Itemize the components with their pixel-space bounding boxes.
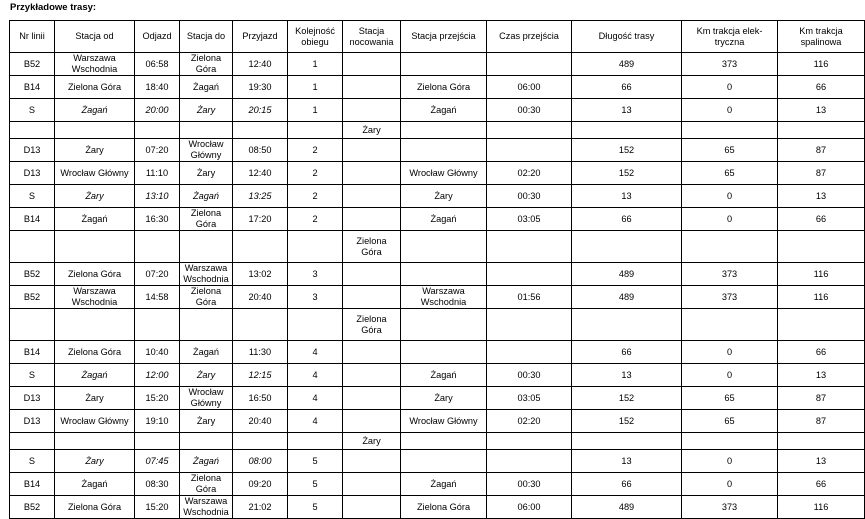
table-cell: 07:20 xyxy=(135,263,180,286)
table-cell: 489 xyxy=(572,53,682,76)
table-cell: Zielona Góra xyxy=(180,473,233,496)
table-cell: B14 xyxy=(10,76,55,99)
table-cell: 0 xyxy=(682,473,778,496)
table-cell: 18:40 xyxy=(135,76,180,99)
table-cell: Wrocław Główny xyxy=(180,387,233,410)
table-cell xyxy=(343,496,401,519)
table-cell: 12:15 xyxy=(233,364,288,387)
table-cell: 373 xyxy=(682,286,778,309)
table-cell: 65 xyxy=(682,410,778,433)
empty-cell xyxy=(233,122,288,139)
empty-cell xyxy=(572,231,682,263)
table-cell: Żary xyxy=(55,450,135,473)
table-cell: 2 xyxy=(288,139,343,162)
table-cell: 5 xyxy=(288,496,343,519)
overnight-station: Zielona Góra xyxy=(343,231,401,263)
empty-cell xyxy=(288,433,343,450)
table-cell: S xyxy=(10,99,55,122)
table-cell: 17:20 xyxy=(233,208,288,231)
table-cell: 5 xyxy=(288,473,343,496)
table-cell xyxy=(343,387,401,410)
overnight-separator-row xyxy=(10,309,865,341)
table-cell: 07:45 xyxy=(135,450,180,473)
column-header: Odjazd xyxy=(135,21,180,53)
table-cell: 65 xyxy=(682,162,778,185)
empty-cell xyxy=(487,122,572,139)
empty-cell xyxy=(401,433,487,450)
table-cell: 87 xyxy=(778,139,865,162)
table-cell: 12:00 xyxy=(135,364,180,387)
column-header: Nr linii xyxy=(10,21,55,53)
table-row xyxy=(10,99,865,122)
empty-cell xyxy=(682,433,778,450)
table-cell: 4 xyxy=(288,364,343,387)
empty-cell xyxy=(682,231,778,263)
table-cell: 06:00 xyxy=(487,496,572,519)
table-cell: 373 xyxy=(682,53,778,76)
table-cell: 2 xyxy=(288,185,343,208)
empty-cell xyxy=(572,433,682,450)
table-cell: 87 xyxy=(778,162,865,185)
table-row xyxy=(10,473,865,496)
table-cell: Zielona Góra xyxy=(55,496,135,519)
table-cell: 0 xyxy=(682,364,778,387)
table-cell: 13:10 xyxy=(135,185,180,208)
table-cell: 12:40 xyxy=(233,53,288,76)
table-cell: 13 xyxy=(778,185,865,208)
table-cell: B52 xyxy=(10,286,55,309)
table-cell: Wrocław Główny xyxy=(401,410,487,433)
table-cell: Żagań xyxy=(55,208,135,231)
table-cell: Zielona Góra xyxy=(55,76,135,99)
table-cell: 19:10 xyxy=(135,410,180,433)
table-cell: 15:20 xyxy=(135,387,180,410)
table-cell xyxy=(343,450,401,473)
empty-cell xyxy=(55,433,135,450)
table-cell: 116 xyxy=(778,263,865,286)
empty-cell xyxy=(135,122,180,139)
table-cell xyxy=(343,53,401,76)
table-cell xyxy=(401,263,487,286)
table-cell xyxy=(343,139,401,162)
empty-cell xyxy=(180,433,233,450)
table-cell: B14 xyxy=(10,208,55,231)
empty-cell xyxy=(572,122,682,139)
table-cell: Wrocław Główny xyxy=(55,410,135,433)
table-cell: 4 xyxy=(288,341,343,364)
table-cell xyxy=(487,263,572,286)
table-cell xyxy=(343,162,401,185)
table-cell: 00:30 xyxy=(487,99,572,122)
empty-cell xyxy=(682,309,778,341)
table-cell: Żary xyxy=(55,185,135,208)
empty-cell xyxy=(288,309,343,341)
empty-cell xyxy=(682,122,778,139)
empty-cell xyxy=(487,231,572,263)
table-cell: 66 xyxy=(778,473,865,496)
table-cell: 0 xyxy=(682,99,778,122)
table-cell: 00:30 xyxy=(487,185,572,208)
table-cell xyxy=(343,341,401,364)
table-cell: 373 xyxy=(682,263,778,286)
table-cell xyxy=(487,450,572,473)
table-cell xyxy=(487,53,572,76)
table-cell: 65 xyxy=(682,387,778,410)
table-cell: Żagań xyxy=(180,450,233,473)
table-row xyxy=(10,53,865,76)
table-cell: S xyxy=(10,185,55,208)
empty-cell xyxy=(180,231,233,263)
empty-cell xyxy=(135,309,180,341)
table-cell: Zielona Góra xyxy=(55,263,135,286)
empty-cell xyxy=(487,433,572,450)
table-cell: Żagań xyxy=(55,364,135,387)
table-cell: 66 xyxy=(572,473,682,496)
table-cell: 66 xyxy=(778,76,865,99)
table-cell xyxy=(343,473,401,496)
empty-cell xyxy=(55,231,135,263)
table-cell: 13:25 xyxy=(233,185,288,208)
table-cell xyxy=(487,341,572,364)
table-row xyxy=(10,185,865,208)
table-cell: 152 xyxy=(572,162,682,185)
table-cell xyxy=(401,450,487,473)
table-cell: 3 xyxy=(288,286,343,309)
table-cell: 66 xyxy=(778,208,865,231)
table-cell: Żagań xyxy=(55,473,135,496)
column-header: Km trakcja elek-tryczna xyxy=(682,21,778,53)
table-cell: 0 xyxy=(682,341,778,364)
table-cell: 07:20 xyxy=(135,139,180,162)
table-cell: 00:30 xyxy=(487,364,572,387)
table-cell: 16:30 xyxy=(135,208,180,231)
column-header: Przyjazd xyxy=(233,21,288,53)
table-cell: D13 xyxy=(10,162,55,185)
table-cell: 01:56 xyxy=(487,286,572,309)
table-row xyxy=(10,139,865,162)
table-cell: Żagań xyxy=(55,99,135,122)
table-cell xyxy=(343,99,401,122)
table-row xyxy=(10,286,865,309)
column-header: Stacja nocowania xyxy=(343,21,401,53)
table-cell: 4 xyxy=(288,387,343,410)
empty-cell xyxy=(572,309,682,341)
table-cell: 66 xyxy=(572,76,682,99)
table-cell: Zielona Góra xyxy=(401,496,487,519)
table-cell: D13 xyxy=(10,139,55,162)
table-cell: Żagań xyxy=(180,76,233,99)
table-cell: 87 xyxy=(778,410,865,433)
table-cell: 66 xyxy=(572,341,682,364)
column-header: Stacja do xyxy=(180,21,233,53)
empty-cell xyxy=(487,309,572,341)
table-cell: Wrocław Główny xyxy=(401,162,487,185)
table-cell xyxy=(487,139,572,162)
table-cell: 1 xyxy=(288,53,343,76)
empty-cell xyxy=(10,309,55,341)
empty-cell xyxy=(55,122,135,139)
table-header-row xyxy=(10,21,865,53)
table-cell: 13 xyxy=(572,185,682,208)
table-row xyxy=(10,410,865,433)
table-cell xyxy=(343,76,401,99)
table-cell: 16:50 xyxy=(233,387,288,410)
table-row xyxy=(10,76,865,99)
table-cell: 08:30 xyxy=(135,473,180,496)
empty-cell xyxy=(135,231,180,263)
table-cell: Żary xyxy=(180,410,233,433)
table-cell: 1 xyxy=(288,99,343,122)
empty-cell xyxy=(401,122,487,139)
table-cell: 3 xyxy=(288,263,343,286)
table-row xyxy=(10,450,865,473)
empty-cell xyxy=(10,122,55,139)
table-row xyxy=(10,341,865,364)
table-cell: 02:20 xyxy=(487,410,572,433)
table-cell: Wrocław Główny xyxy=(180,139,233,162)
empty-cell xyxy=(233,231,288,263)
table-cell xyxy=(343,410,401,433)
table-cell xyxy=(343,286,401,309)
table-cell: 373 xyxy=(682,496,778,519)
table-cell: 10:40 xyxy=(135,341,180,364)
table-cell: 21:02 xyxy=(233,496,288,519)
routes-table xyxy=(9,20,865,519)
table-cell: 03:05 xyxy=(487,208,572,231)
table-cell: 489 xyxy=(572,263,682,286)
empty-cell xyxy=(180,309,233,341)
table-cell: Zielona Góra xyxy=(180,286,233,309)
table-cell: 116 xyxy=(778,286,865,309)
table-cell: 14:58 xyxy=(135,286,180,309)
empty-cell xyxy=(55,309,135,341)
table-cell: Warszawa Wschodnia xyxy=(180,496,233,519)
table-cell: 13:02 xyxy=(233,263,288,286)
empty-cell xyxy=(180,122,233,139)
table-row xyxy=(10,387,865,410)
table-cell: 20:15 xyxy=(233,99,288,122)
overnight-station: Żary xyxy=(343,122,401,139)
table-cell: 08:50 xyxy=(233,139,288,162)
table-cell: 489 xyxy=(572,286,682,309)
column-header: Czas przejścia xyxy=(487,21,572,53)
table-cell: 116 xyxy=(778,496,865,519)
table-cell: Żary xyxy=(55,139,135,162)
table-cell: Żagań xyxy=(401,364,487,387)
table-cell: 20:00 xyxy=(135,99,180,122)
table-cell: 0 xyxy=(682,185,778,208)
table-cell: Warszawa Wschodnia xyxy=(180,263,233,286)
table-cell: Zielona Góra xyxy=(180,53,233,76)
table-cell: D13 xyxy=(10,410,55,433)
table-cell xyxy=(343,208,401,231)
overnight-separator-row xyxy=(10,433,865,450)
table-body xyxy=(10,53,865,519)
table-cell: B52 xyxy=(10,53,55,76)
table-cell: 2 xyxy=(288,162,343,185)
table-cell: 13 xyxy=(778,450,865,473)
overnight-separator-row xyxy=(10,231,865,263)
empty-cell xyxy=(10,433,55,450)
table-cell: 66 xyxy=(778,341,865,364)
table-row xyxy=(10,162,865,185)
table-cell: Żary xyxy=(180,162,233,185)
table-cell: B52 xyxy=(10,496,55,519)
table-cell: Żary xyxy=(401,387,487,410)
table-cell: 152 xyxy=(572,139,682,162)
table-cell: S xyxy=(10,364,55,387)
empty-cell xyxy=(401,309,487,341)
table-cell: Zielona Góra xyxy=(401,76,487,99)
table-cell: Warszawa Wschodnia xyxy=(401,286,487,309)
empty-cell xyxy=(778,309,865,341)
table-cell: 0 xyxy=(682,76,778,99)
empty-cell xyxy=(778,122,865,139)
table-cell: 20:40 xyxy=(233,286,288,309)
table-cell: D13 xyxy=(10,387,55,410)
table-cell: 87 xyxy=(778,387,865,410)
table-cell: 11:10 xyxy=(135,162,180,185)
table-cell: 08:00 xyxy=(233,450,288,473)
table-cell: 5 xyxy=(288,450,343,473)
table-cell: 116 xyxy=(778,53,865,76)
page-title: Przykładowe trasy: xyxy=(10,2,97,13)
table-cell: Żagań xyxy=(180,185,233,208)
empty-cell xyxy=(233,433,288,450)
table-cell: 13 xyxy=(572,450,682,473)
table-cell: Żary xyxy=(401,185,487,208)
table-cell xyxy=(401,53,487,76)
table-cell: Żagań xyxy=(180,341,233,364)
table-cell: 06:58 xyxy=(135,53,180,76)
overnight-station: Zielona Góra xyxy=(343,309,401,341)
table-cell: 11:30 xyxy=(233,341,288,364)
table-cell: Żagań xyxy=(401,473,487,496)
table-cell: S xyxy=(10,450,55,473)
table-cell: 13 xyxy=(778,364,865,387)
table-row xyxy=(10,364,865,387)
column-header: Długość trasy xyxy=(572,21,682,53)
table-cell: 15:20 xyxy=(135,496,180,519)
empty-cell xyxy=(401,231,487,263)
table-cell xyxy=(401,139,487,162)
table-cell: 12:40 xyxy=(233,162,288,185)
column-header: Stacja przejścia xyxy=(401,21,487,53)
column-header: Km trakcja spalinowa xyxy=(778,21,865,53)
table-cell: 06:00 xyxy=(487,76,572,99)
table-cell xyxy=(343,185,401,208)
table-cell: 02:20 xyxy=(487,162,572,185)
table-cell: Żagań xyxy=(401,208,487,231)
table-row xyxy=(10,263,865,286)
empty-cell xyxy=(288,122,343,139)
empty-cell xyxy=(233,309,288,341)
table-cell: Zielona Góra xyxy=(55,341,135,364)
table-cell: 0 xyxy=(682,450,778,473)
table-cell: Zielona Góra xyxy=(180,208,233,231)
table-cell: B14 xyxy=(10,341,55,364)
table-cell: 00:30 xyxy=(487,473,572,496)
table-cell: 0 xyxy=(682,208,778,231)
overnight-separator-row xyxy=(10,122,865,139)
table-cell: 03:05 xyxy=(487,387,572,410)
empty-cell xyxy=(778,231,865,263)
column-header: Kolejność obiegu xyxy=(288,21,343,53)
table-cell: 13 xyxy=(572,364,682,387)
table-row xyxy=(10,208,865,231)
empty-cell xyxy=(135,433,180,450)
table-cell: 4 xyxy=(288,410,343,433)
table-cell: 489 xyxy=(572,496,682,519)
table-cell: B52 xyxy=(10,263,55,286)
table-cell xyxy=(343,263,401,286)
table-cell: 1 xyxy=(288,76,343,99)
table-cell: B14 xyxy=(10,473,55,496)
overnight-station: Żary xyxy=(343,433,401,450)
table-cell: 2 xyxy=(288,208,343,231)
table-cell: 20:40 xyxy=(233,410,288,433)
table-cell: Żagań xyxy=(401,99,487,122)
table-cell: Wrocław Główny xyxy=(55,162,135,185)
table-cell: Żary xyxy=(180,99,233,122)
table-cell: 09:20 xyxy=(233,473,288,496)
empty-cell xyxy=(10,231,55,263)
empty-cell xyxy=(778,433,865,450)
table-cell: 19:30 xyxy=(233,76,288,99)
table-cell: Warszawa Wschodnia xyxy=(55,53,135,76)
table-cell: Żary xyxy=(55,387,135,410)
table-cell xyxy=(343,364,401,387)
table-cell: 152 xyxy=(572,410,682,433)
table-cell: 13 xyxy=(572,99,682,122)
table-cell: Żary xyxy=(180,364,233,387)
table-cell: 152 xyxy=(572,387,682,410)
table-cell: 13 xyxy=(778,99,865,122)
table-row xyxy=(10,496,865,519)
table-cell xyxy=(401,341,487,364)
table-cell: 65 xyxy=(682,139,778,162)
empty-cell xyxy=(288,231,343,263)
table-cell: 66 xyxy=(572,208,682,231)
column-header: Stacja od xyxy=(55,21,135,53)
table-cell: Warszawa Wschodnia xyxy=(55,286,135,309)
